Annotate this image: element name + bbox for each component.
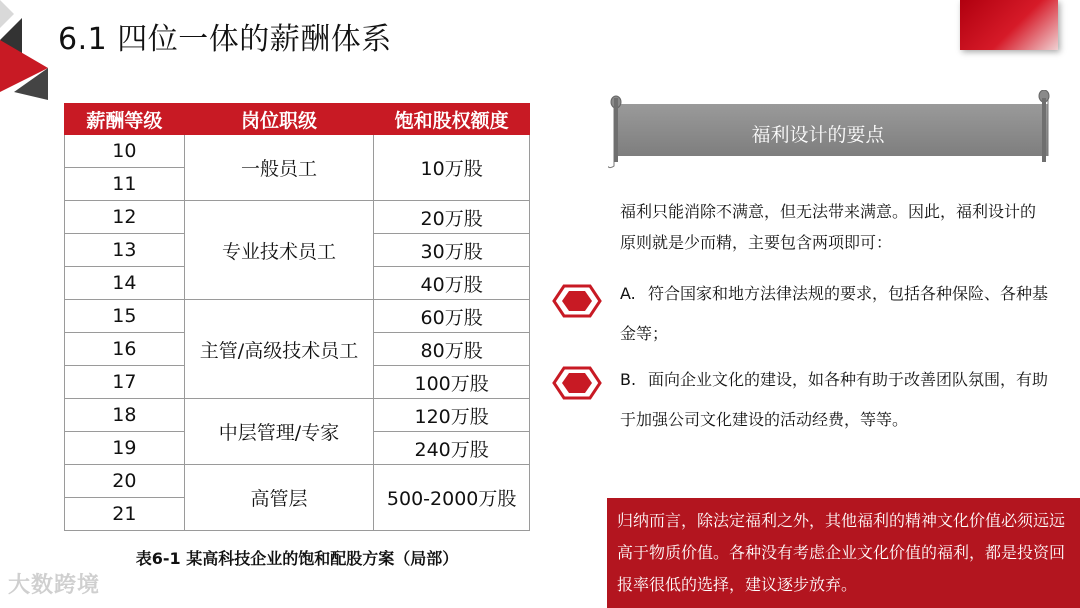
table-row <box>65 300 530 333</box>
level-cell: 21 <box>65 498 185 531</box>
item-tag: A. <box>620 284 636 303</box>
level-cell: 10 <box>65 135 185 168</box>
hexagon-bullet-icon <box>552 366 602 400</box>
equity-cell: 40万股 <box>374 267 530 300</box>
level-cell: 18 <box>65 399 185 432</box>
item-tag: B. <box>620 370 637 389</box>
level-cell: 13 <box>65 234 185 267</box>
level-cell: 15 <box>65 300 185 333</box>
level-cell: 14 <box>65 267 185 300</box>
benefits-intro: 福利只能消除不满意，但无法带来满意。因此，福利设计的原则就是少而精，主要包含两项即可： <box>620 202 1037 252</box>
equity-cell: 100万股 <box>374 366 530 399</box>
corner-decoration-left <box>0 0 60 100</box>
table-caption: 表6-1 某高科技企业的饱和配股方案（局部） <box>135 549 459 568</box>
position-cell: 中层管理/专家 <box>184 399 374 465</box>
slide-title: 6.1 四位一体的薪酬体系 <box>58 22 392 57</box>
position-cell: 专业技术员工 <box>184 201 374 300</box>
level-cell: 16 <box>65 333 185 366</box>
corner-decoration-right <box>960 0 1058 50</box>
level-cell: 19 <box>65 432 185 465</box>
level-cell: 20 <box>65 465 185 498</box>
equity-cell: 20万股 <box>374 201 530 234</box>
equity-cell: 120万股 <box>374 399 530 432</box>
hexagon-bullet-icon <box>552 284 602 318</box>
header-salary-level: 薪酬等级 <box>65 104 185 135</box>
position-cell: 主管/高级技术员工 <box>184 300 374 399</box>
header-equity-amount: 饱和股权额度 <box>374 104 530 135</box>
item-text: 符合国家和地方法律法规的要求，包括各种保险、各种基金等； <box>620 284 1049 343</box>
position-cell: 高管层 <box>184 465 374 531</box>
item-text: 面向企业文化的建设，如各种有助于改善团队氛围，有助于加强公司文化建设的活动经费，等等。 <box>620 370 1049 429</box>
level-cell: 12 <box>65 201 185 234</box>
table-row <box>65 399 530 432</box>
position-cell: 一般员工 <box>184 135 374 201</box>
summary-box: 归纳而言，除法定福利之外，其他福利的精神文化价值必须远远高于物质价值。各种没有考虑企业文化价值的福利，都是投资回报率很低的选择，建议逐步放弃。 <box>607 498 1080 608</box>
watermark-logo: 大数跨境 <box>8 573 101 598</box>
equity-cell: 10万股 <box>374 135 530 201</box>
equity-cell: 30万股 <box>374 234 530 267</box>
list-item <box>620 360 1050 440</box>
equity-cell: 500-2000万股 <box>374 465 530 531</box>
equity-cell: 60万股 <box>374 300 530 333</box>
list-item <box>620 274 1050 354</box>
table-row <box>65 465 530 498</box>
banner-title: 福利设计的要点 <box>751 124 885 146</box>
level-cell: 11 <box>65 168 185 201</box>
equity-table <box>64 103 530 531</box>
equity-cell: 80万股 <box>374 333 530 366</box>
table-row <box>65 135 530 168</box>
header-position-level: 岗位职级 <box>184 104 374 135</box>
table-row <box>65 201 530 234</box>
equity-cell: 240万股 <box>374 432 530 465</box>
level-cell: 17 <box>65 366 185 399</box>
